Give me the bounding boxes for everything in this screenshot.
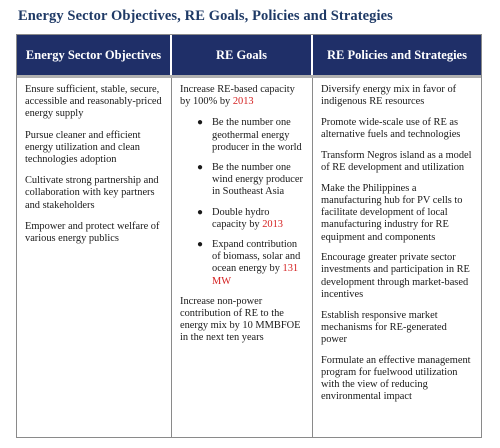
objectives-column <box>17 78 172 437</box>
strategy-item: Diversify energy mix in favor of indigenous RE resources <box>321 84 457 108</box>
bullet-dot-icon: ● <box>197 117 204 129</box>
strategy-item: Encourage greater private sector investments and participation in RE development through market-based incentives <box>321 252 470 300</box>
goal-outro: Increase non-power contribution of RE to the energy mix by 10 MMBFOE in the next ten years <box>180 295 301 344</box>
strategies-column <box>313 78 481 437</box>
table-header <box>17 35 481 75</box>
goal-bullet-text: Double hydro capacity by <box>212 206 270 230</box>
strategy-item: Establish responsive market mechanisms for RE-generated power <box>321 309 447 345</box>
objective-item: Pursue cleaner and efficient energy utilization and clean technologies adoption <box>25 129 141 166</box>
objective-item: Empower and protect welfare of various energy publics <box>25 220 160 245</box>
bullet-dot-icon: ● <box>197 239 204 251</box>
goal-bullet-highlight: 2013 <box>262 218 283 230</box>
objective-item: Ensure sufficient, stable, secure, accessible and reasonably-priced energy supply <box>25 84 162 120</box>
page-title: Energy Sector Objectives, RE Goals, Policies and Strategies <box>18 8 393 24</box>
strategy-item: Promote wide-scale use of RE as alternative fuels and technologies <box>321 116 461 141</box>
goal-bullet-highlight: 131 MW <box>212 263 299 287</box>
goal-intro <box>180 84 306 108</box>
goal-intro-text: Increase RE-based capacity by 100% by <box>180 84 295 108</box>
header-objectives: Energy Sector Objectives <box>17 35 172 75</box>
strategy-item: Transform Negros island as a model of RE development and utilization <box>321 149 472 174</box>
strategy-item: Make the Philippines a manufacturing hub for PV cells to facilitate development of local manufacturing industry for RE equipment and components <box>321 182 463 243</box>
goal-bullet-text: Expand contribution of biomass, solar and ocean energy by <box>212 239 301 275</box>
strategy-item: Formulate an effective management program for fuelwood utilization with the view of reducing environmental impact <box>321 354 471 403</box>
goal-bullet-list <box>180 117 306 287</box>
goal-bullet <box>197 117 306 154</box>
bullet-dot-icon: ● <box>197 206 204 218</box>
table-body <box>17 78 481 437</box>
policy-table <box>16 34 482 438</box>
goal-bullet <box>197 162 306 199</box>
goal-bullet <box>197 206 306 231</box>
header-re-policies: RE Policies and Strategies <box>313 35 481 75</box>
goal-bullet-text: Be the number one geothermal energy producer in the world <box>212 117 302 153</box>
goal-bullet-text: Be the number one wind energy producer in Southeast Asia <box>212 162 303 198</box>
goal-intro-year: 2013 <box>232 96 254 108</box>
objective-item: Cultivate strong partnership and collaboration with key partners and stakeholders <box>25 175 159 211</box>
bullet-dot-icon: ● <box>197 162 204 174</box>
goals-column <box>172 78 313 437</box>
goal-bullet <box>197 239 306 288</box>
header-re-goals: RE Goals <box>172 35 313 75</box>
